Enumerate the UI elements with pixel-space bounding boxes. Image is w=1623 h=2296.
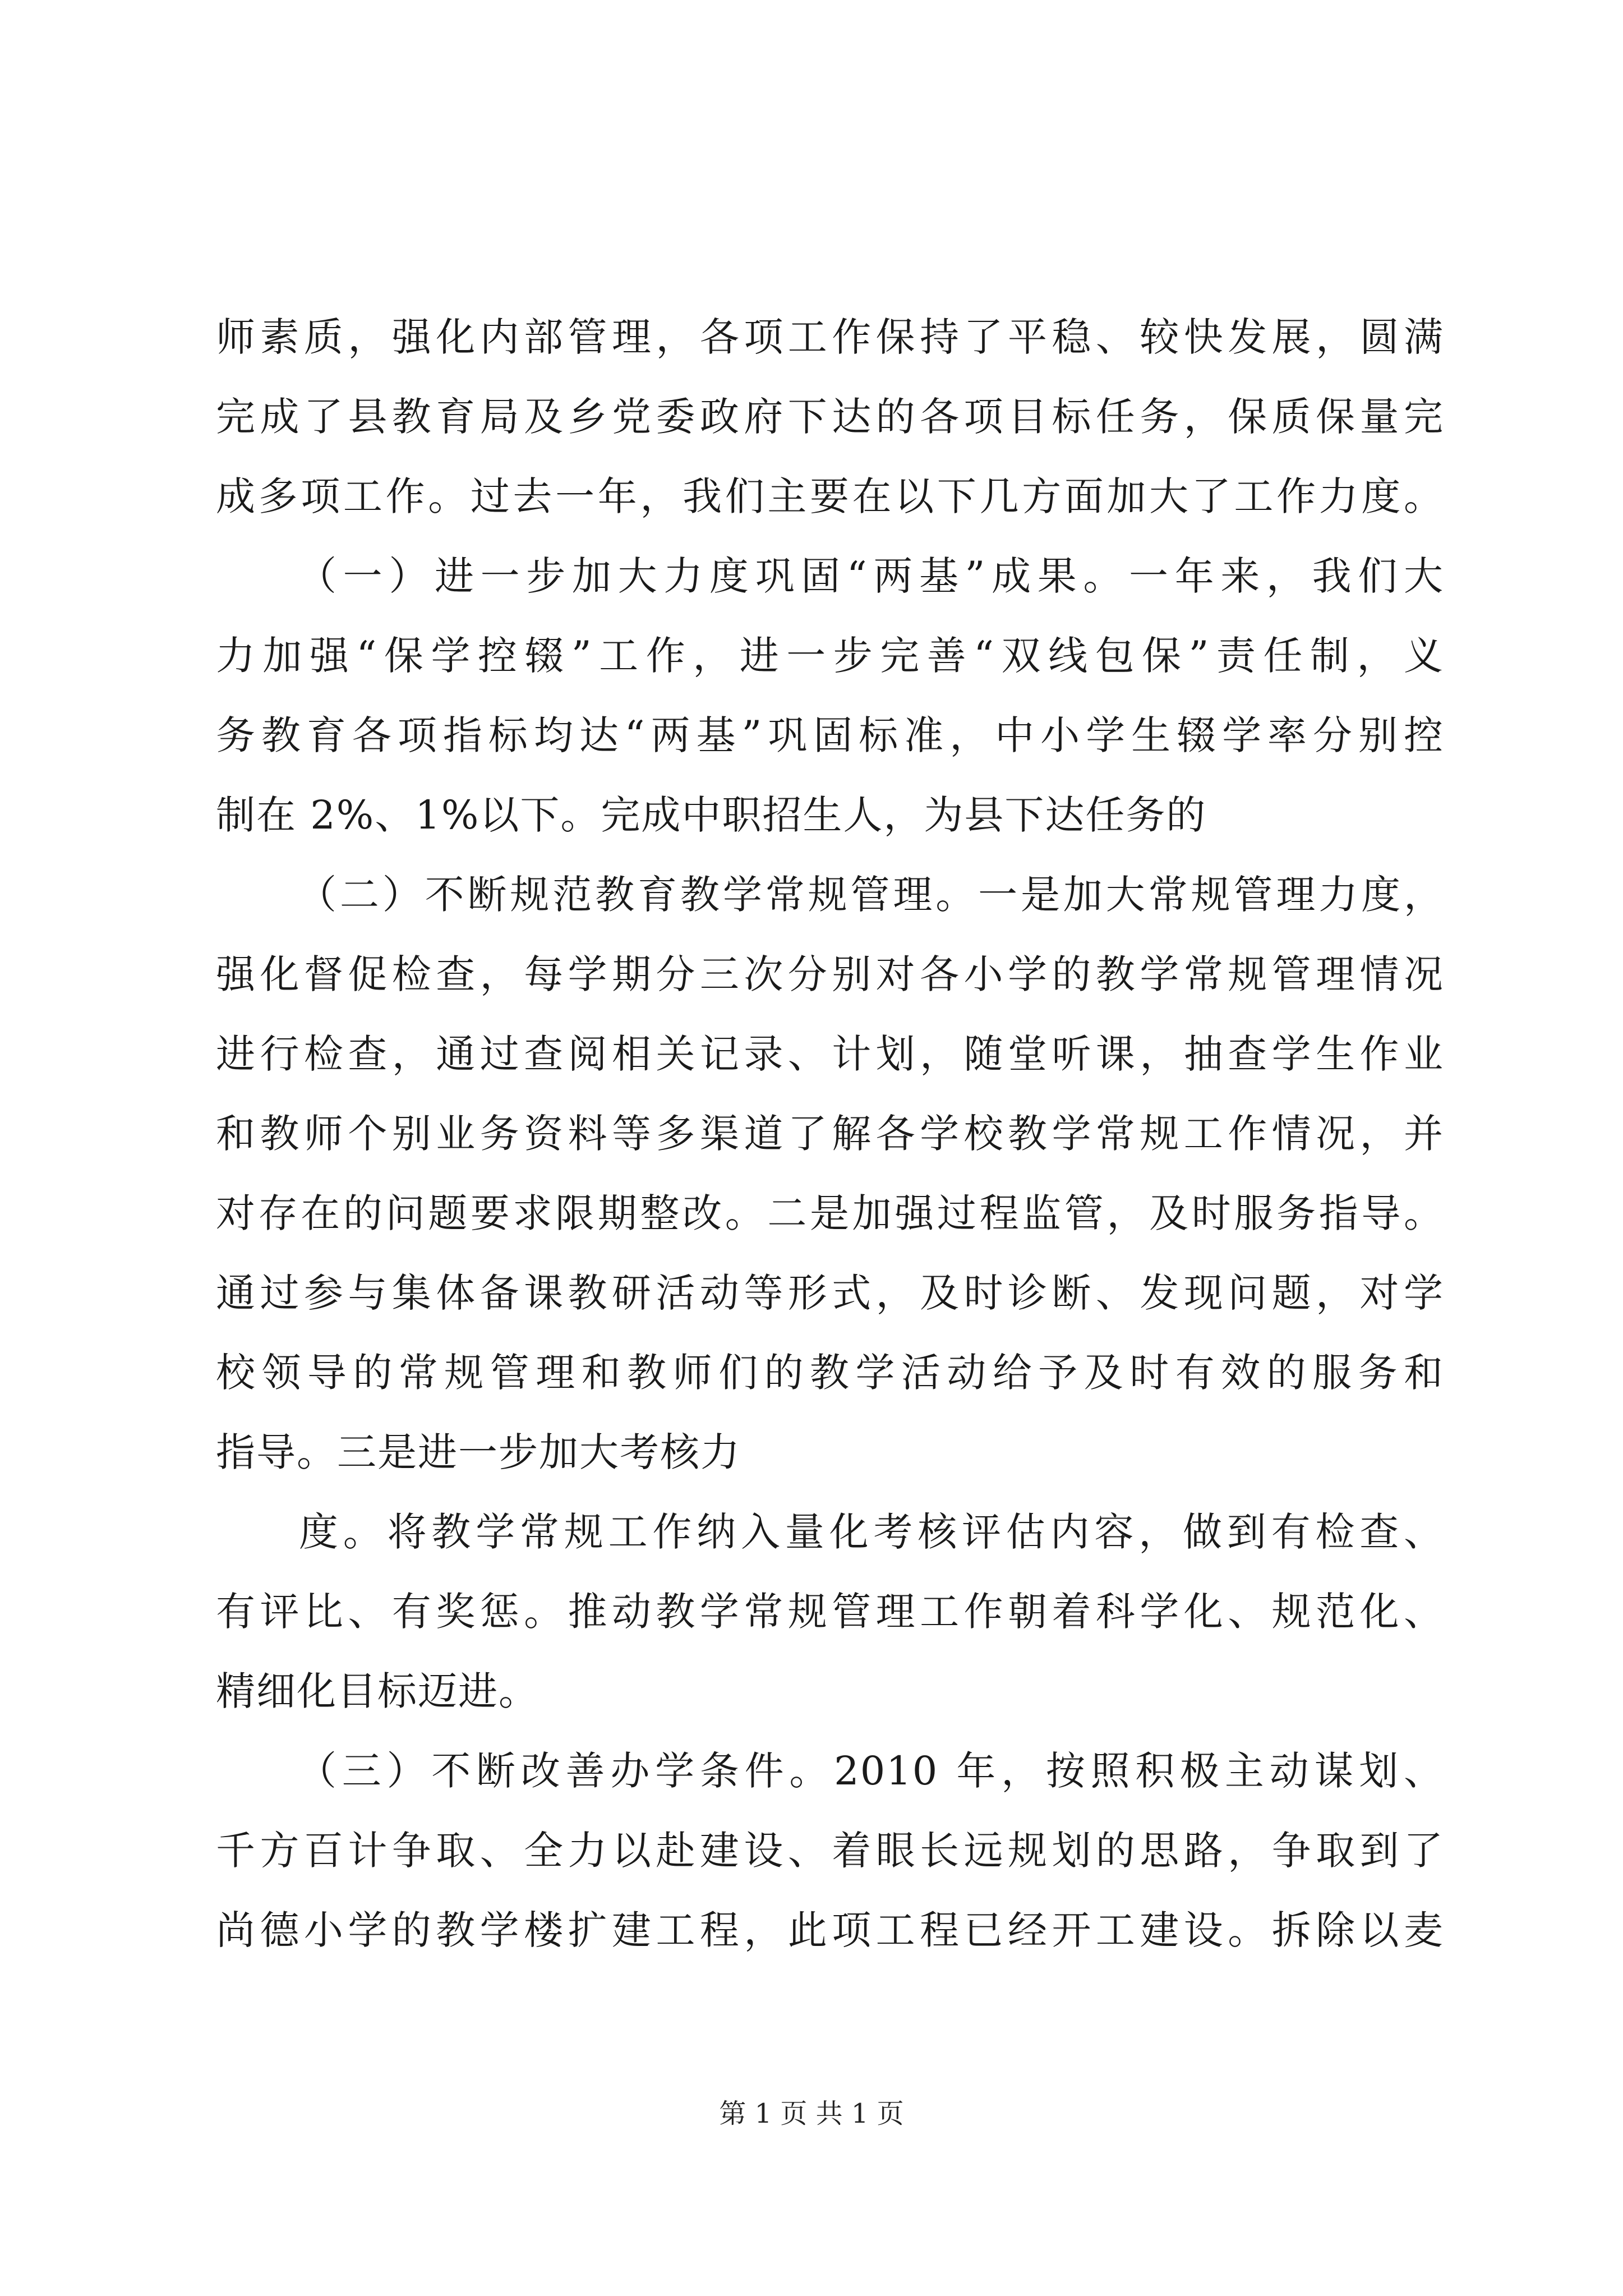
text-line: 和教师个别业务资料等多渠道了解各学校教学常规工作情况，并	[216, 1111, 1444, 1157]
text-line: 度。将教学常规工作纳入量化考核评估内容，做到有检查、	[299, 1509, 1444, 1555]
text-line: 对存在的问题要求限期整改。二是加强过程监管，及时服务指导。	[216, 1190, 1444, 1236]
section-heading-line: （二）不断规范教育教学常规管理。一是加大常规管理力度，	[297, 872, 1444, 918]
document-body	[216, 297, 1444, 1970]
text-line: 千方百计争取、全力以赴建设、着眼长远规划的思路，争取到了	[216, 1828, 1444, 1874]
text-line: 强化督促检查，每学期分三次分别对各小学的教学常规管理情况	[216, 951, 1444, 997]
text-line: 师素质，强化内部管理，各项工作保持了平稳、较快发展，圆满	[216, 314, 1444, 360]
text-line: 务教育各项指标均达“两基”巩固标准，中小学生辍学率分别控	[216, 712, 1444, 758]
section-heading-line: （一）进一步加大力度巩固“两基”成果。一年来，我们大	[297, 553, 1444, 599]
text-line: 成多项工作。过去一年，我们主要在以下几方面加大了工作力度。	[216, 473, 1444, 519]
text-line: 通过参与集体备课教研活动等形式，及时诊断、发现问题，对学	[216, 1270, 1444, 1316]
text-line: 精细化目标迈进。	[216, 1668, 539, 1714]
text-line: 完成了县教育局及乡党委政府下达的各项目标任务，保质保量完	[216, 394, 1444, 440]
section-heading-line: （三）不断改善办学条件。2010 年，按照积极主动谋划、	[297, 1748, 1444, 1794]
text-line: 尚德小学的教学楼扩建工程，此项工程已经开工建设。拆除以麦	[216, 1907, 1444, 1953]
text-line: 力加强“保学控辍”工作，进一步完善“双线包保”责任制，义	[216, 633, 1444, 679]
text-line: 有评比、有奖惩。推动教学常规管理工作朝着科学化、规范化、	[216, 1589, 1444, 1635]
text-line: 指导。三是进一步加大考核力	[216, 1429, 741, 1475]
text-line: 校领导的常规管理和教师们的教学活动给予及时有效的服务和	[216, 1350, 1444, 1396]
page-number-footer: 第 1 页 共 1 页	[719, 2098, 904, 2129]
text-line: 进行检查，通过查阅相关记录、计划，随堂听课，抽查学生作业	[216, 1031, 1444, 1077]
text-line: 制在 2%、1%以下。完成中职招生人，为县下达任务的	[216, 792, 1207, 838]
